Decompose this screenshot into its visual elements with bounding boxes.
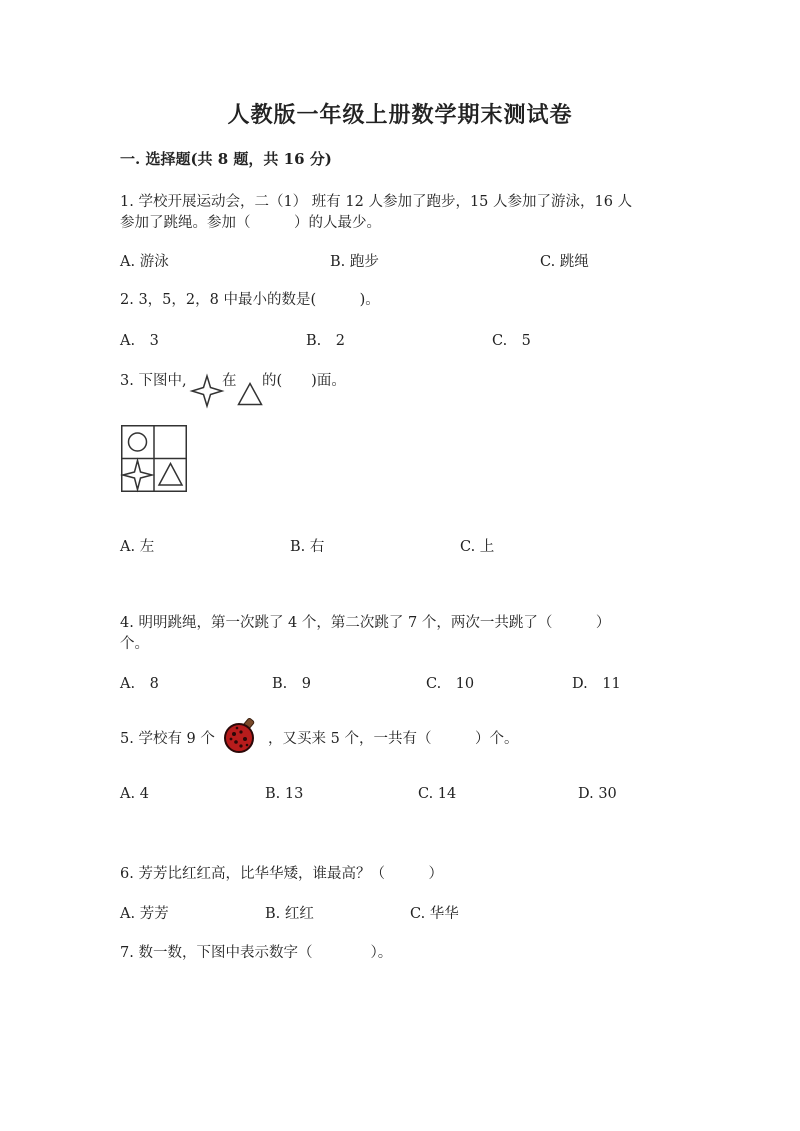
star-icon <box>191 375 223 407</box>
section-heading: 一. 选择题(共 8 题，共 16 分) <box>120 150 332 168</box>
question-3-option-c[interactable]: C. 上 <box>460 539 495 555</box>
question-4-option-b[interactable]: B. 9 <box>272 676 311 692</box>
question-6-option-b[interactable]: B. 红红 <box>265 906 314 922</box>
question-1-option-b[interactable]: B. 跑步 <box>330 254 379 270</box>
circle-icon <box>129 433 147 451</box>
question-5-option-c[interactable]: C. 14 <box>418 786 457 802</box>
question-1-option-a[interactable]: A. 游泳 <box>120 254 169 270</box>
question-4-option-d[interactable]: D. 11 <box>572 676 621 692</box>
question-6-option-c[interactable]: C. 华华 <box>410 906 459 922</box>
question-4-option-c[interactable]: C. 10 <box>426 676 475 692</box>
question-3-text-part-3: 的( )面。 <box>262 373 346 389</box>
question-5-option-a[interactable]: A. 4 <box>120 786 149 802</box>
question-6-line-1: 6. 芳芳比红红高，比华华矮，谁最高？（ ） <box>120 866 443 882</box>
page-title: 人教版一年级上册数学期末测试卷 <box>227 102 573 128</box>
question-2-line-1: 2. 3，5，2，8 中最小的数是( )。 <box>120 292 380 308</box>
star-icon <box>123 461 152 490</box>
question-4-line-2: 个。 <box>120 636 149 652</box>
question-1-line-2: 参加了跳绳。参加（ ）的人最少。 <box>120 215 381 231</box>
triangle-icon <box>159 464 182 486</box>
question-3-option-a[interactable]: A. 左 <box>120 539 155 555</box>
question-1-line-1: 1. 学校开展运动会，二（1） 班有 12 人参加了跑步，15 人参加了游泳，16 人 <box>120 194 633 210</box>
question-2-option-b[interactable]: B. 2 <box>306 333 345 349</box>
question-1-option-c[interactable]: C. 跳绳 <box>540 254 589 270</box>
question-2-option-c[interactable]: C. 5 <box>492 333 531 349</box>
question-3-text-part-1: 3. 下图中, <box>120 373 187 389</box>
question-5-option-d[interactable]: D. 30 <box>578 786 617 802</box>
question-5-text-part-2: ，又买来 5 个，一共有（ ）个。 <box>268 731 519 747</box>
question-7-line-1: 7. 数一数，下图中表示数字（ ）。 <box>120 945 393 961</box>
question-4-line-1: 4. 明明跳绳，第一次跳了 4 个，第二次跳了 7 个，两次一共跳了（ ） <box>120 615 611 631</box>
triangle-icon <box>237 382 263 406</box>
question-5-option-b[interactable]: B. 13 <box>265 786 304 802</box>
question-4-option-a[interactable]: A. 8 <box>120 676 159 692</box>
question-3-option-b[interactable]: B. 右 <box>290 539 325 555</box>
question-6-option-a[interactable]: A. 芳芳 <box>120 906 169 922</box>
question-3-text-part-2: 在 <box>222 373 237 389</box>
question-5-text-part-1: 5. 学校有 9 个 <box>120 731 215 747</box>
position-grid-figure <box>121 425 187 492</box>
question-2-option-a[interactable]: A. 3 <box>120 333 159 349</box>
ping-pong-paddle-icon <box>222 715 262 755</box>
